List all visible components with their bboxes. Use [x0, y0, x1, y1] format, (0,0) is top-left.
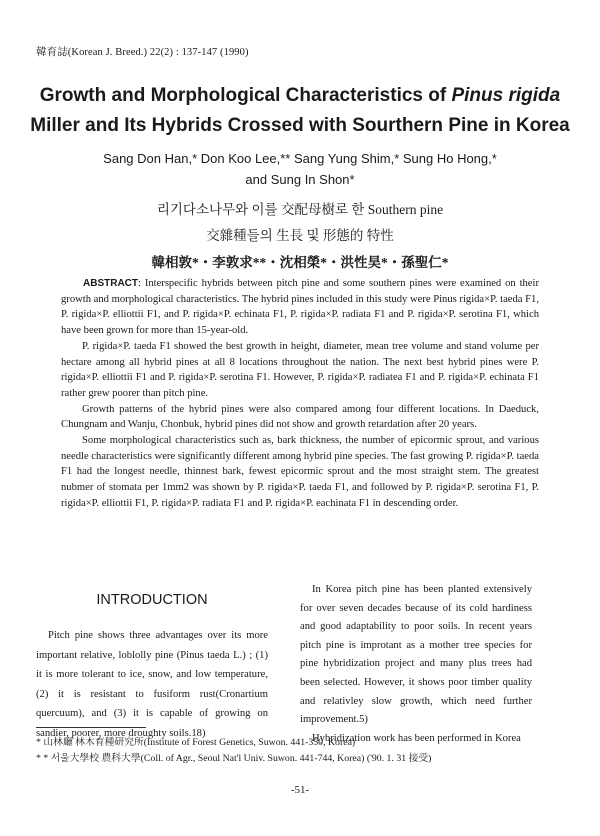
footnote-rule: [36, 727, 146, 728]
authors-line1: Sang Don Han,* Don Koo Lee,** Sang Yung Shim,* Sung Ho Hong,*: [103, 151, 497, 166]
section-heading-introduction: INTRODUCTION: [96, 592, 208, 608]
abstract-paragraph: P. rigida×P. taeda F1 showed the best growth in height, diameter, mean tree volume and stand volume per hectare among all hybrid pines at all 8 locations throughout the nation. The next best hybrid pines were P. rigida×P. elliottii F1 and P. rigida×P. serotina F1. However, P. rigida×P. radiatea F1 and P. rigida×P. echinata F1 rather grew poorer than pitch pine.: [61, 340, 539, 399]
korean-title-line2: 交雜種들의 生長 및 形態的 特性: [206, 228, 394, 243]
abstract-paragraph: Some morphological characteristics such as, bark thickness, the number of epicormic sprout, and various needle characteristics were significantly different among hybrid pine species. The fast growing P. rigida×P. taeda F1 had the longest needle, thinnest bark, fewest epicormic sprout and the most straight stem. The greatest nubmer of stomata per 1mm2 was shown by P. rigida×P. taeda F1, and followed by P. rigida×P. serotina F1, P. rigida×P. elliottii F1, P. rigida×P. radiata F1 and P. rigida×P. eachinata F1 in descending order.: [61, 435, 539, 509]
title-text: Growth and Morphological Characteristics of: [39, 85, 452, 106]
korean-title-line1: 리기다소나무와 이를 交配母樹로 한 Southern pine: [156, 202, 444, 217]
korean-authors: 韓相敦*・李敦求**・沈相榮*・洪性昊*・孫聖仁*: [151, 255, 449, 270]
body-paragraph: Pitch pine shows three advantages over its more important relative, loblolly pine (Pinus taeda L.) ; (1) it is more tolerant to ice, snow, and low temperature, (2) it is resistant to fusiform rust(Cronartium quercuum), and (3) it is capable of growing on sandier, poorer, more droughty soils.18): [36, 630, 268, 739]
right-column: [300, 581, 532, 748]
abstract: [61, 276, 539, 512]
abstract-text: : Interspecific hybrids between pitch pine and some southern pines were examined on their growth and morphological characteristics. The hybrid pines included in this study were Pinus rigida×P. taeda F1, P. rigida×P. elliottii F1, and P. rigida×P. echinata F1, P. rigida×P. radiata F1 and P. rigida×P. serotina F1, which have been grown for more than 15-year-old.: [61, 278, 539, 337]
abstract-paragraph: Growth patterns of the hybrid pines were also compared among four different locations. In Daeduck, Chungnam and Wanju, Chonbuk, hybrid pines did not show and growth retardation after 20 years.: [61, 403, 539, 431]
page-number: -51-: [290, 784, 310, 796]
body-paragraph: Hybridization work has been performed in Korea: [312, 732, 521, 744]
abstract-paragraph: [61, 276, 539, 339]
paper-title-line2: Miller and Its Hybrids Crossed with Sourthern Pine in Korea: [30, 115, 570, 136]
title-species: Pinus rigida: [451, 85, 561, 106]
abstract-label: ABSTRACT: [83, 278, 138, 289]
authors-line2: and Sung In Shon*: [245, 172, 355, 187]
paper-title-line1: [0, 85, 600, 107]
body-paragraph: In Korea pitch pine has been planted extensively for over seven decades because of its cold hardiness and good adaptability to poor soils. In recent years pitch pine is improtant as a mother tree species for pine hybridization project and many plus trees had been selected. However, it shows poor timber quality and relativley slow growth, which need further improvement.5): [300, 584, 532, 726]
journal-citation: 韓育誌(Korean J. Breed.) 22(2) : 137-147 (1990): [36, 47, 249, 58]
footnote-affiliation-1: * 山林廳 林木育種研究所(Institute of Forest Genetics, Suwon. 441-350, Korea): [36, 737, 356, 748]
footnote-affiliation-2: * * 서울大學校 農科大學(Coll. of Agr., Seoul Nat'l Univ. Suwon. 441-744, Korea) ('90. 1. 31 接受): [36, 753, 432, 764]
left-column: [36, 626, 268, 744]
